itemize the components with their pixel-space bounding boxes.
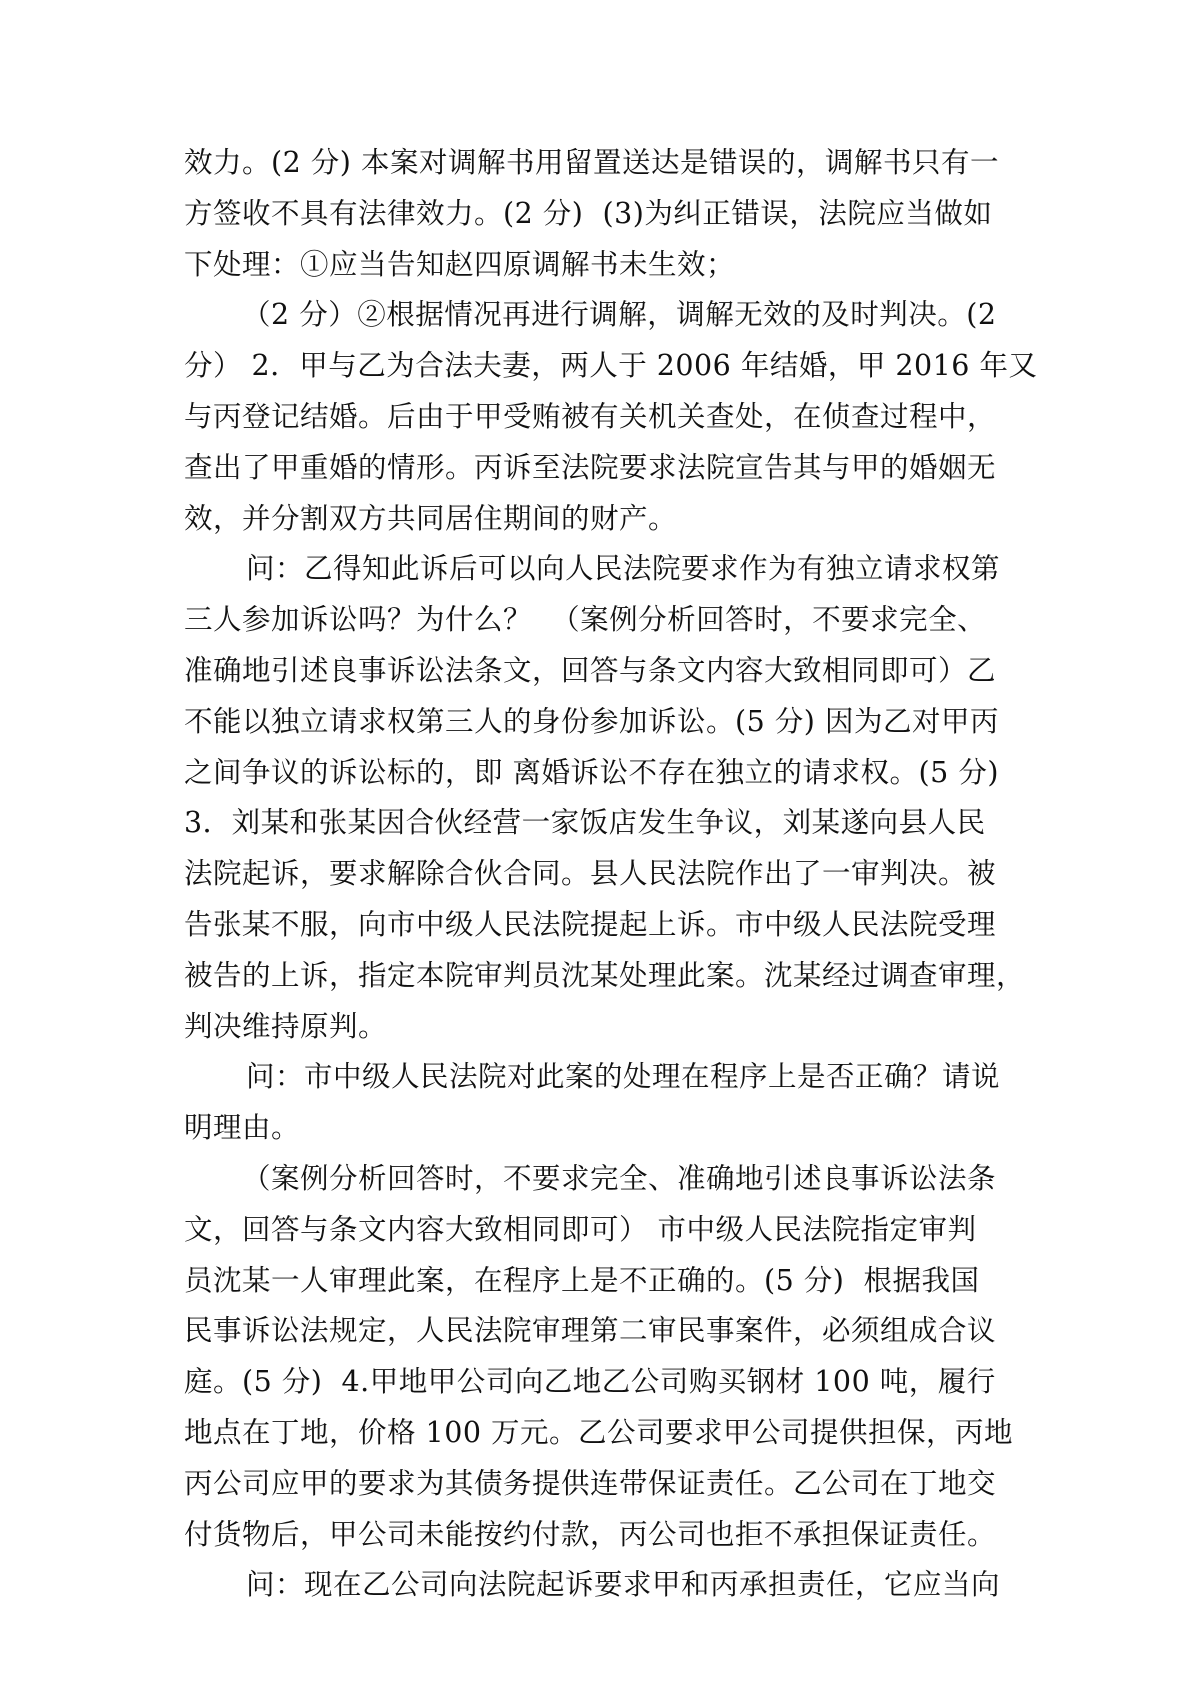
text-line: 不能以独立请求权第三人的身份参加诉讼。(5 分) 因为乙对甲丙 xyxy=(184,704,999,738)
text-line: 付货物后，甲公司未能按约付款，丙公司也拒不承担保证责任。 xyxy=(184,1517,997,1551)
text-line: 告张某不服，向市中级人民法院提起上诉。市中级人民法院受理 xyxy=(184,907,997,941)
text-line: 效力。(2 分) 本案对调解书用留置送达是错误的，调解书只有一 xyxy=(184,146,999,179)
text-line: 文，回答与条文内容大致相同即可） 市中级人民法院指定审判 xyxy=(184,1212,977,1246)
text-line: 丙公司应甲的要求为其债务提供连带保证责任。乙公司在丁地交 xyxy=(184,1466,997,1500)
text-line: 与丙登记结婚。后由于甲受贿被有关机关查处，在侦查过程中， xyxy=(184,399,997,433)
text-line: 庭。(5 分) 4.甲地甲公司向乙地乙公司购买钢材 100 吨，履行 xyxy=(184,1365,996,1399)
text-line: 分） 2．甲与乙为合法夫妻，两人于 2006 年结婚，甲 2016 年又 xyxy=(184,349,1038,383)
text-line: 判决维持原判。 xyxy=(184,1009,388,1043)
text-line: 查出了甲重婚的情形。丙诉至法院要求法院宣告其与甲的婚姻无 xyxy=(184,450,997,484)
text-line: 员沈某一人审理此案，在程序上是不正确的。(5 分) 根据我国 xyxy=(184,1263,980,1297)
text-line: 明理由。 xyxy=(184,1111,301,1145)
text-line: 问：现在乙公司向法院起诉要求甲和丙承担责任，它应当向 xyxy=(246,1568,1001,1602)
text-line: （2 分）②根据情况再进行调解，调解无效的及时判决。(2 xyxy=(242,298,997,332)
text-line: 地点在丁地，价格 100 万元。乙公司要求甲公司提供担保，丙地 xyxy=(184,1415,1014,1449)
text-line: 问：乙得知此诉后可以向人民法院要求作为有独立请求权第 xyxy=(246,552,1001,586)
text-line: 下处理：①应当告知赵四原调解书未生效； xyxy=(184,247,736,281)
text-line: 准确地引述良事诉讼法条文，回答与条文内容大致相同即可）乙 xyxy=(184,653,997,687)
text-line: 法院起诉，要求解除合伙合同。县人民法院作出了一审判决。被 xyxy=(184,857,997,891)
text-line: 问：市中级人民法院对此案的处理在程序上是否正确？请说 xyxy=(246,1060,1001,1094)
text-line: （案例分析回答时，不要求完全、准确地引述良事诉讼法条 xyxy=(242,1161,997,1195)
text-line: 被告的上诉，指定本院审判员沈某处理此案。沈某经过调查审理， xyxy=(184,958,1026,992)
text-line: 民事诉讼法规定，人民法院审理第二审民事案件，必须组成合议 xyxy=(184,1314,997,1348)
text-line: 3．刘某和张某因合伙经营一家饭店发生争议，刘某遂向县人民 xyxy=(184,806,986,840)
document-body xyxy=(184,138,1038,1611)
text-line: 方签收不具有法律效力。(2 分) (3)为纠正错误，法院应当做如 xyxy=(184,196,993,230)
text-line: 之间争议的诉讼标的，即 离婚诉讼不存在独立的请求权。(5 分) xyxy=(184,755,999,789)
text-line: 效，并分割双方共同居住期间的财产。 xyxy=(184,501,678,535)
text-line: 三人参加诉讼吗？为什么？ （案例分析回答时，不要求完全、 xyxy=(184,603,987,637)
